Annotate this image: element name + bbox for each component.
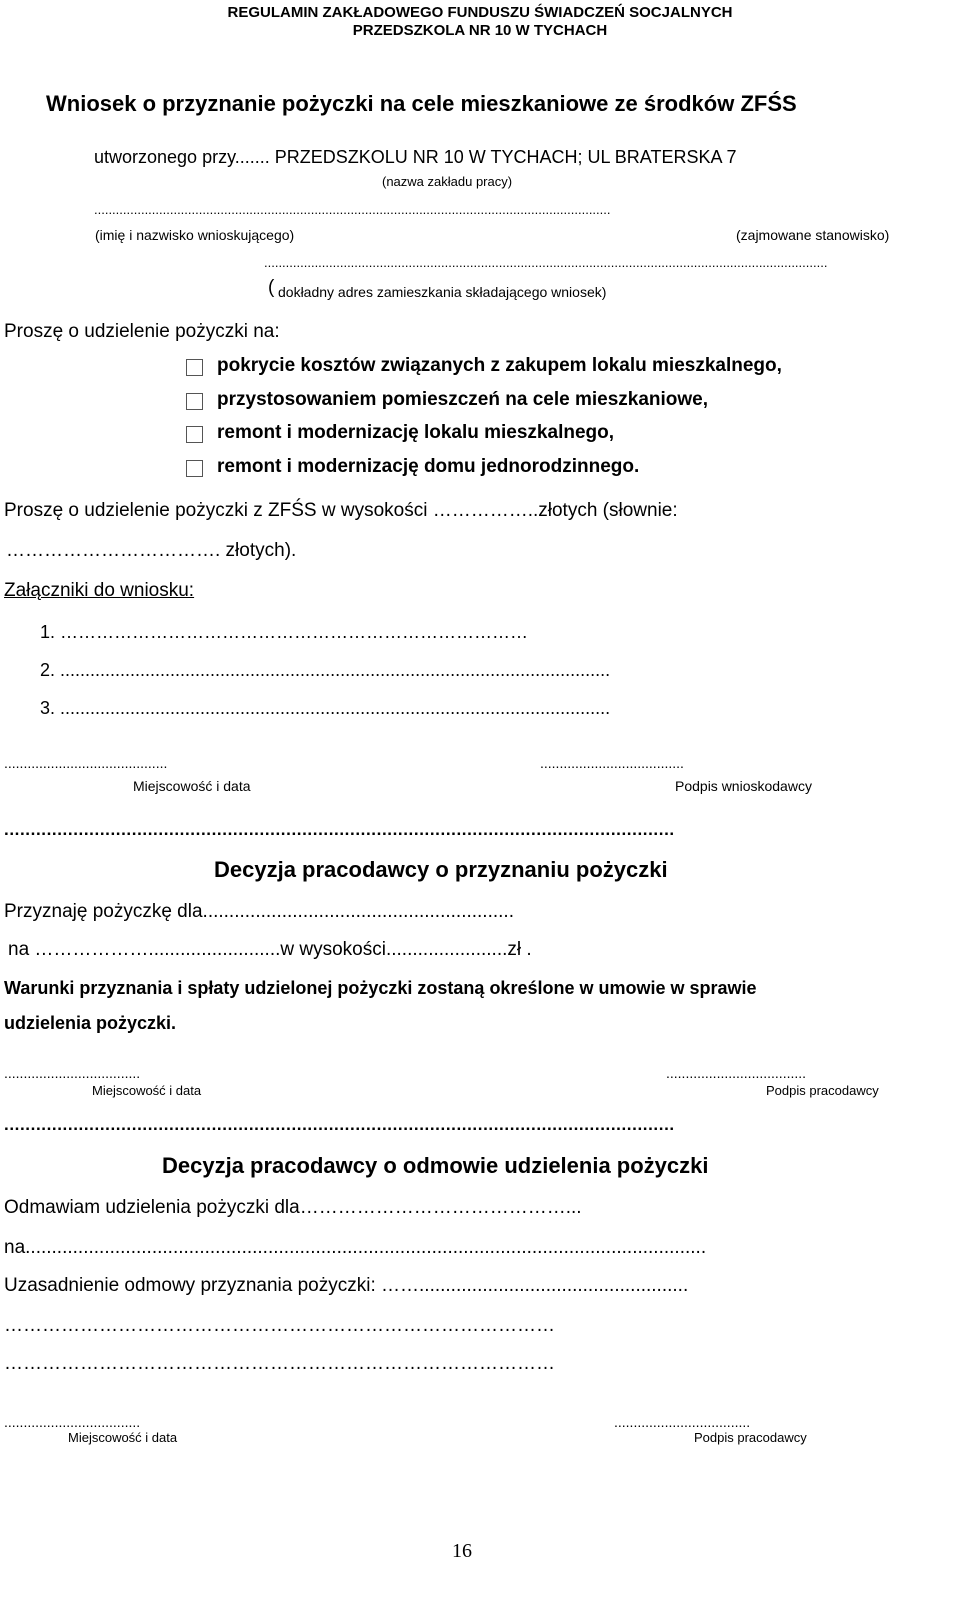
grant-date-dots: ...................................	[4, 1065, 141, 1081]
applicant-signature-dots: .....................................	[540, 755, 684, 771]
preschool-name: PRZEDSZKOLA NR 10 W TYCHACH	[352, 22, 608, 39]
justification-dots-1: ……………………………………………………………………………	[4, 1315, 555, 1336]
name-position-dots: ...............................................................................................................................................	[94, 202, 611, 217]
employer-caption: (nazwa zakładu pracy)	[382, 174, 513, 189]
request-label: Proszę o udzielenie pożyczki na:	[4, 321, 280, 342]
refusal-purpose-line: na.................................................................................................................................	[4, 1237, 707, 1258]
employer-line: utworzonego przy....... PRZEDSZKOLU NR 10 W TYCHACH; UL BRATERSKA 7	[94, 147, 737, 167]
refusal-signature-caption: Podpis pracodawcy	[694, 1430, 807, 1445]
regulation-title: REGULAMIN ZAKŁADOWEGO FUNDUSZU ŚWIADCZEŃ SOCJALNYCH	[227, 4, 733, 21]
refusal-for-line: Odmawiam udzielenia pożyczki dla……………………………………...	[4, 1197, 582, 1218]
refusal-justification: Uzasadnienie odmowy przyznania pożyczki: ……...................................................	[4, 1275, 689, 1296]
grant-conditions-1: Warunki przyznania i spłaty udzielonej pożyczki zostaną określone w umowie w sprawie	[4, 978, 757, 998]
option-checkbox-3[interactable]	[186, 426, 203, 443]
refusal-place-date-caption: Miejscowość i data	[68, 1430, 178, 1445]
application-title: Wniosek o przyznanie pożyczki na cele mieszkaniowe ze środków ZFŚS	[46, 91, 797, 116]
separator-2: ..............................................................................................................................	[4, 1115, 675, 1134]
grant-decision-title: Decyzja pracodawcy o przyznaniu pożyczki	[214, 857, 668, 882]
address-caption: dokładny adres zamieszkania składającego wniosek)	[278, 284, 607, 300]
option-label-4: remont i modernizację domu jednorodzinnego.	[217, 456, 640, 477]
applicant-place-date-caption: Miejscowość i data	[133, 778, 251, 794]
option-checkbox-1[interactable]	[186, 359, 203, 376]
applicant-date-dots: ..........................................	[4, 755, 168, 771]
address-dots: ............................................................................................................................................................	[264, 255, 828, 270]
option-label-1: pokrycie kosztów związanych z zakupem lokalu mieszkalnego,	[217, 355, 782, 376]
attachment-1: 1. ……………………………………………………………………	[40, 622, 529, 642]
grant-place-date-caption: Miejscowość i data	[92, 1083, 202, 1098]
separator-1: ..............................................................................................................................	[4, 820, 675, 839]
grant-signature-caption: Podpis pracodawcy	[766, 1083, 879, 1098]
justification-dots-2: ……………………………………………………………………………	[4, 1353, 555, 1374]
option-checkbox-2[interactable]	[186, 393, 203, 410]
refusal-decision-title: Decyzja pracodawcy o odmowie udzielenia pożyczki	[162, 1153, 709, 1178]
grant-conditions-2: udzielenia pożyczki.	[4, 1013, 177, 1033]
option-label-3: remont i modernizację lokalu mieszkalnego,	[217, 422, 615, 443]
attachment-3: 3. ..............................................................................................................	[40, 698, 611, 718]
amount-words-line: ……………………………. złotych).	[6, 540, 297, 561]
address-paren: (	[268, 277, 275, 298]
applicant-signature-caption: Podpis wnioskodawcy	[675, 778, 812, 794]
option-checkbox-4[interactable]	[186, 460, 203, 477]
option-label-2: przystosowaniem pomieszczeń na cele mieszkaniowe,	[217, 389, 709, 410]
refusal-date-dots: ...................................	[4, 1414, 141, 1430]
attachments-label: Załączniki do wniosku:	[4, 580, 195, 601]
position-caption: (zajmowane stanowisko)	[736, 227, 890, 243]
name-caption: (imię i nazwisko wnioskującego)	[95, 227, 295, 243]
grant-for-line: Przyznaję pożyczkę dla...........................................................	[4, 901, 514, 922]
grant-purpose-line: na ……………….........................w wysokości.......................zł .	[8, 939, 532, 960]
attachment-2: 2. ..............................................................................................................	[40, 660, 611, 680]
amount-line: Proszę o udzielenie pożyczki z ZFŚS w wysokości ……………..złotych (słownie:	[4, 500, 678, 521]
refusal-signature-dots: ...................................	[614, 1414, 751, 1430]
page-number: 16	[452, 1540, 472, 1562]
grant-signature-dots: ....................................	[666, 1065, 807, 1081]
